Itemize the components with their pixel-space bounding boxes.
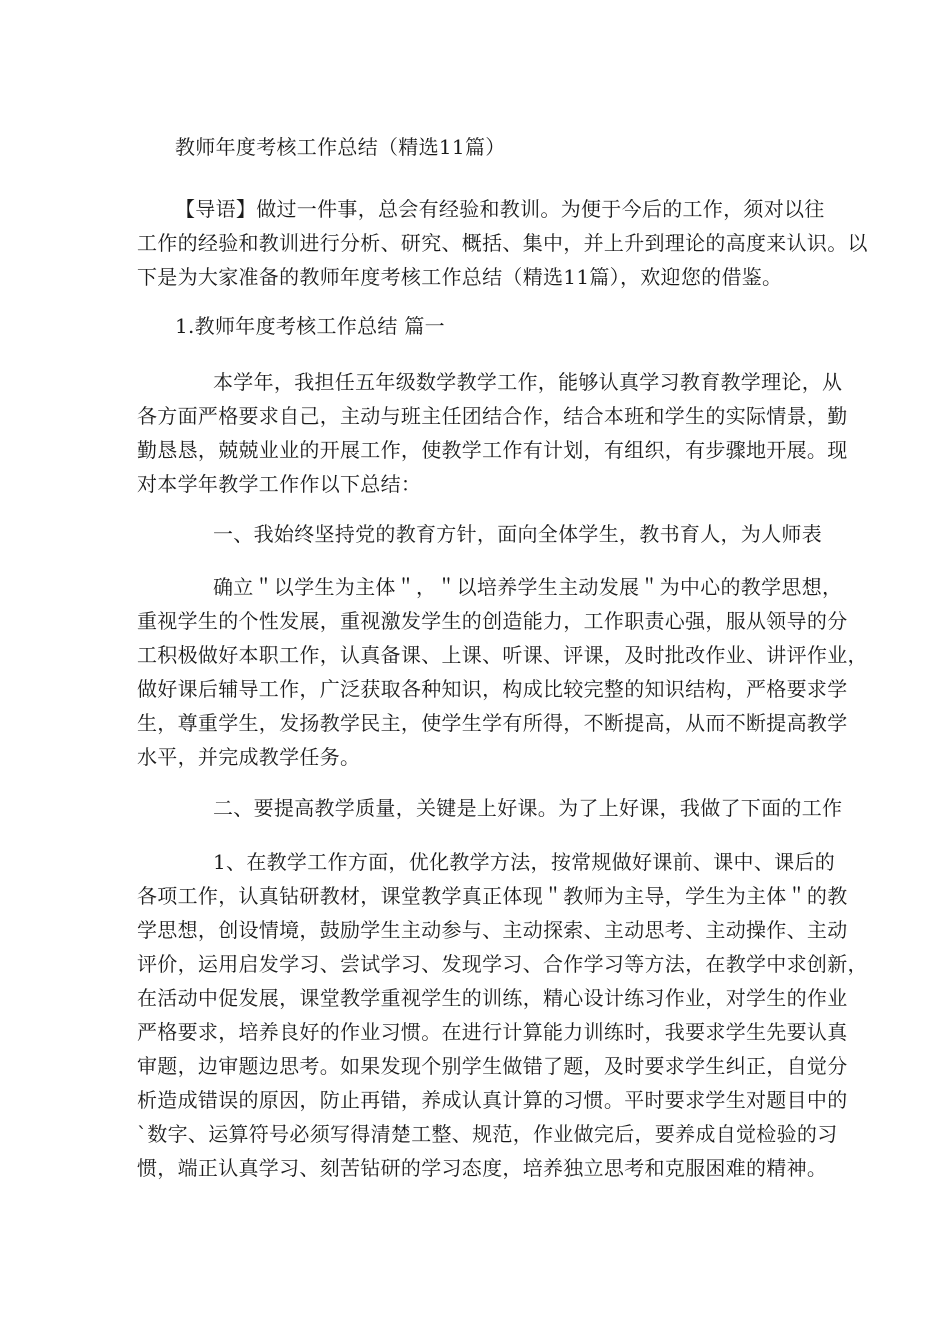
paragraph-line: 重视学生的个性发展，重视激发学生的创造能力，工作职责心强，服从领导的分: [137, 609, 848, 633]
paragraph-line: 生，尊重学生，发扬教学民主，使学生学有所得，不断提高，从而不断提高教学: [137, 711, 848, 735]
paragraph-line: 确立＂以学生为主体＂，＂以培养学生主动发展＂为中心的教学思想，: [213, 575, 843, 599]
paragraph-line: 工积极做好本职工作，认真备课、上课、听课、评课，及时批改作业、讲评作业，: [137, 643, 868, 667]
paragraph-line: 对本学年教学工作作以下总结：: [137, 472, 422, 496]
paragraph-line: 严格要求，培养良好的作业习惯。在进行计算能力训练时，我要求学生先要认真: [137, 1020, 848, 1044]
intro-line: 工作的经验和教训进行分析、研究、概括、集中，并上升到理论的高度来认识。以: [137, 231, 868, 255]
paragraph-line: 1、在教学工作方面，优化教学方法，按常规做好课前、课中、课后的: [213, 850, 836, 874]
document-title: 教师年度考核工作总结（精选11篇）: [175, 135, 506, 159]
paragraph-line: 各项工作，认真钻研教材，课堂教学真正体现＂教师为主导，学生为主体＂的教: [137, 884, 848, 908]
paragraph-line: 评价，运用启发学习、尝试学习、发现学习、合作学习等方法，在教学中求创新，: [137, 952, 868, 976]
paragraph-line: 学思想，创设情境，鼓励学生主动参与、主动探索、主动思考、主动操作、主动: [137, 918, 848, 942]
paragraph-line: `数字、运算符号必须写得清楚工整、规范，作业做完后，要养成自觉检验的习: [137, 1122, 838, 1146]
intro-line: 下是为大家准备的教师年度考核工作总结（精选11篇），欢迎您的借鉴。: [137, 265, 783, 289]
paragraph-line: 各方面严格要求自己，主动与班主任团结合作，结合本班和学生的实际情景，勤: [137, 404, 848, 428]
paragraph-line: 本学年，我担任五年级数学教学工作，能够认真学习教育教学理论，从: [213, 370, 843, 394]
paragraph-line: 勤恳恳，兢兢业业的开展工作，使教学工作有计划，有组织，有步骤地开展。现: [137, 438, 848, 462]
paragraph-line: 在活动中促发展，课堂教学重视学生的训练，精心设计练习作业，对学生的作业: [137, 986, 848, 1010]
paragraph-line: 做好课后辅导工作，广泛获取各种知识，构成比较完整的知识结构，严格要求学: [137, 677, 848, 701]
section-heading: 1.教师年度考核工作总结 篇一: [175, 314, 445, 338]
subheading-2: 二、要提高教学质量，关键是上好课。为了上好课，我做了下面的工作: [213, 796, 843, 820]
paragraph-line: 惯，端正认真学习、刻苦钻研的学习态度，培养独立思考和克服困难的精神。: [137, 1156, 828, 1180]
paragraph-line: 审题，边审题边思考。如果发现个别学生做错了题，及时要求学生纠正，自觉分: [137, 1054, 848, 1078]
subheading-1: 一、我始终坚持党的教育方针，面向全体学生，教书育人，为人师表: [213, 522, 822, 546]
intro-line: 【导语】做过一件事，总会有经验和教训。为便于今后的工作，须对以往: [175, 197, 825, 221]
paragraph-line: 析造成错误的原因，防止再错，养成认真计算的习惯。平时要求学生对题目中的: [137, 1088, 848, 1112]
paragraph-line: 水平，并完成教学任务。: [137, 745, 361, 769]
